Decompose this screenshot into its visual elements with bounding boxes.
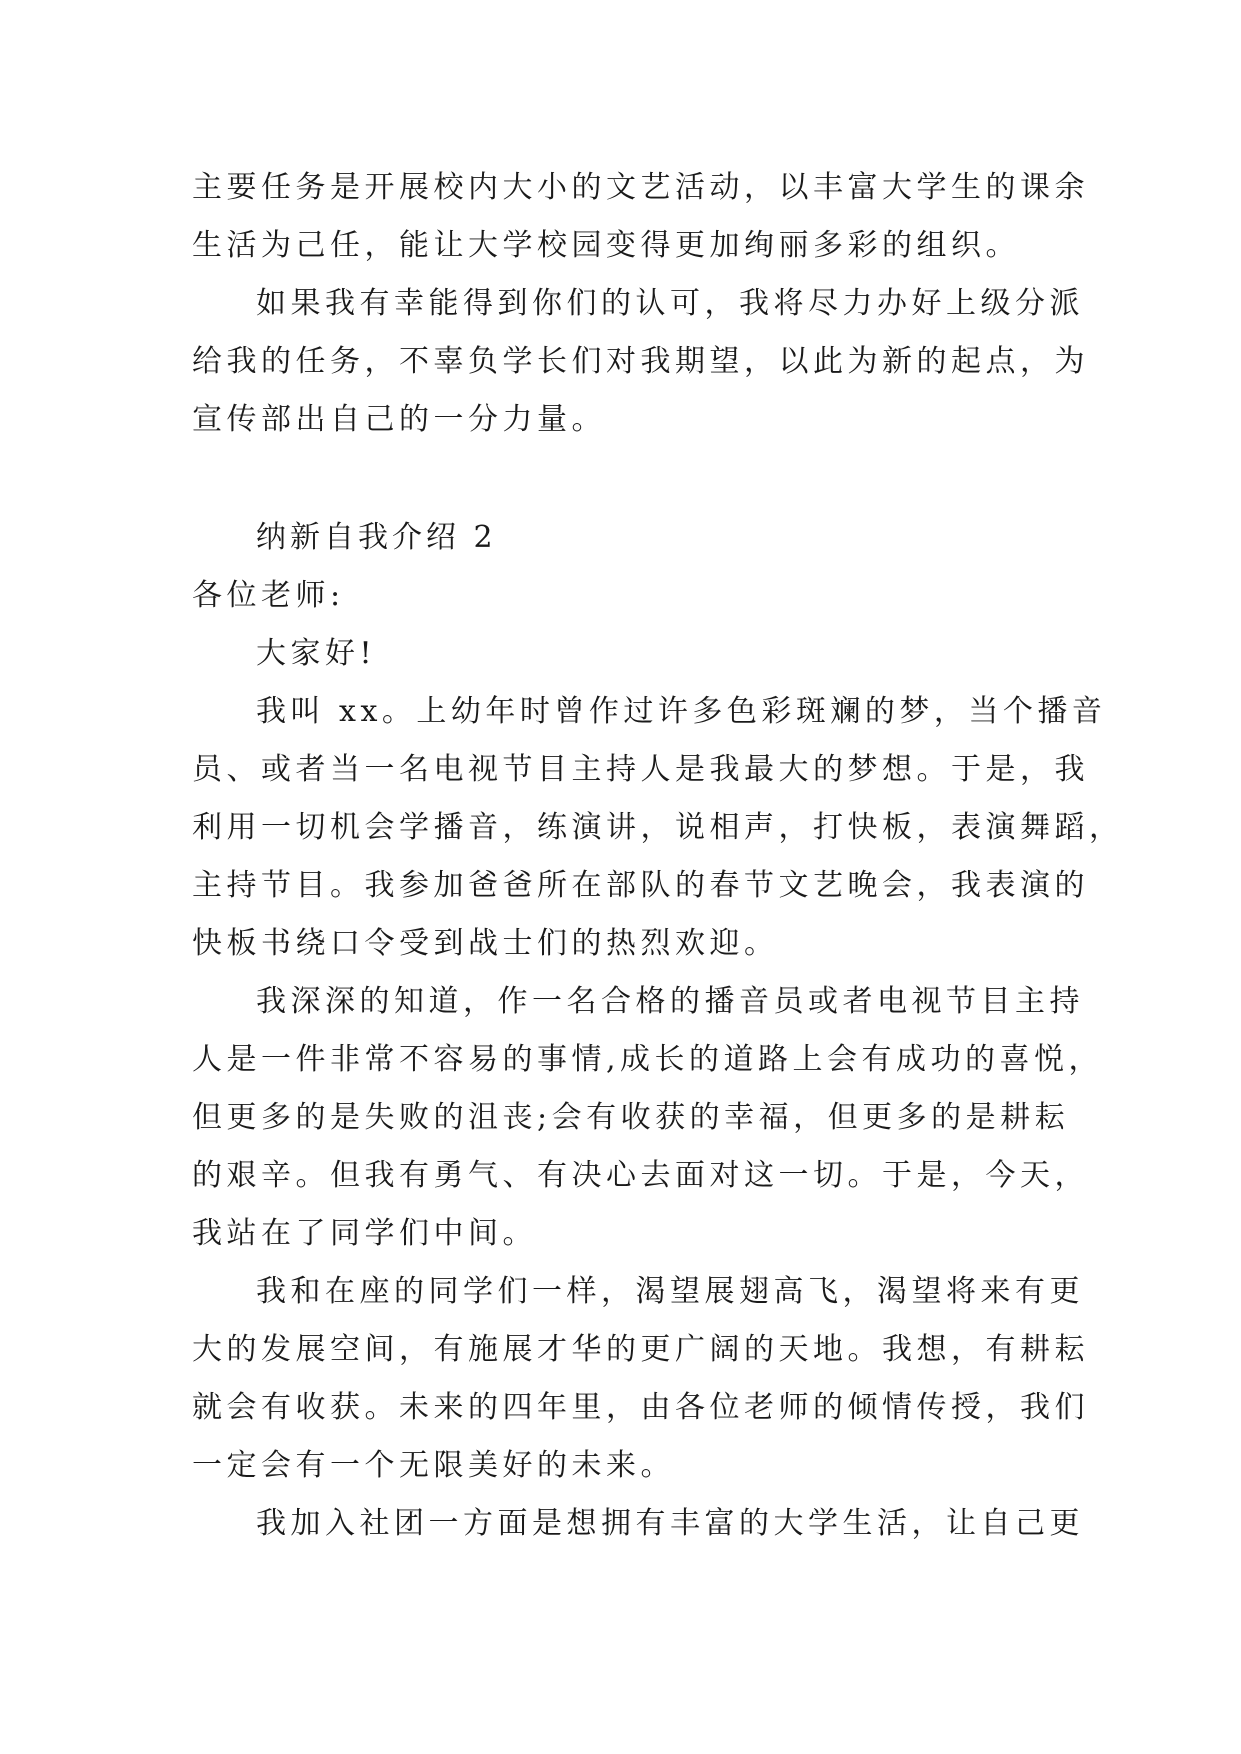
body-text-line: 人是一件非常不容易的事情,成长的道路上会有成功的喜悦， <box>192 1042 1104 1077</box>
body-text-line: 大的发展空间，有施展才华的更广阔的天地。我想，有耕耘 <box>192 1332 1089 1367</box>
body-text-line: 主持节目。我参加爸爸所在部队的春节文艺晚会，我表演的 <box>192 868 1089 903</box>
body-text-line: 给我的任务，不辜负学长们对我期望，以此为新的起点，为 <box>192 344 1089 379</box>
paragraph-first-line: 我叫 xx。上幼年时曾作过许多色彩斑斓的梦，当个播音 <box>256 694 1107 729</box>
paragraph-first-line: 我加入社团一方面是想拥有丰富的大学生活，让自己更 <box>256 1506 1084 1541</box>
paragraph-first-line: 如果我有幸能得到你们的认可，我将尽力办好上级分派 <box>256 286 1084 321</box>
body-text-line: 我站在了同学们中间。 <box>192 1216 537 1251</box>
salutation: 各位老师: <box>192 578 345 613</box>
body-text-line: 一定会有一个无限美好的未来。 <box>192 1448 675 1483</box>
body-text-line: 宣传部出自己的一分力量。 <box>192 402 606 437</box>
body-text-line: 员、或者当一名电视节目主持人是我最大的梦想。于是，我 <box>192 752 1089 787</box>
body-text-line: 的艰辛。但我有勇气、有决心去面对这一切。于是，今天， <box>192 1158 1089 1193</box>
greeting: 大家好! <box>256 636 377 671</box>
body-text-line: 主要任务是开展校内大小的文艺活动，以丰富大学生的课余 <box>192 170 1089 205</box>
paragraph-first-line: 我和在座的同学们一样，渴望展翅高飞，渴望将来有更 <box>256 1274 1084 1309</box>
body-text-line: 就会有收获。未来的四年里，由各位老师的倾情传授，我们 <box>192 1390 1089 1425</box>
body-text-line: 但更多的是失败的沮丧;会有收获的幸福，但更多的是耕耘 <box>192 1100 1070 1135</box>
paragraph-first-line: 我深深的知道，作一名合格的播音员或者电视节目主持 <box>256 984 1084 1019</box>
body-text-line: 利用一切机会学播音，练演讲，说相声，打快板，表演舞蹈， <box>192 810 1124 845</box>
section-heading: 纳新自我介绍 2 <box>256 520 497 555</box>
body-text-line: 快板书绕口令受到战士们的热烈欢迎。 <box>192 926 779 961</box>
body-text-line: 生活为己任，能让大学校园变得更加绚丽多彩的组织。 <box>192 228 1020 263</box>
